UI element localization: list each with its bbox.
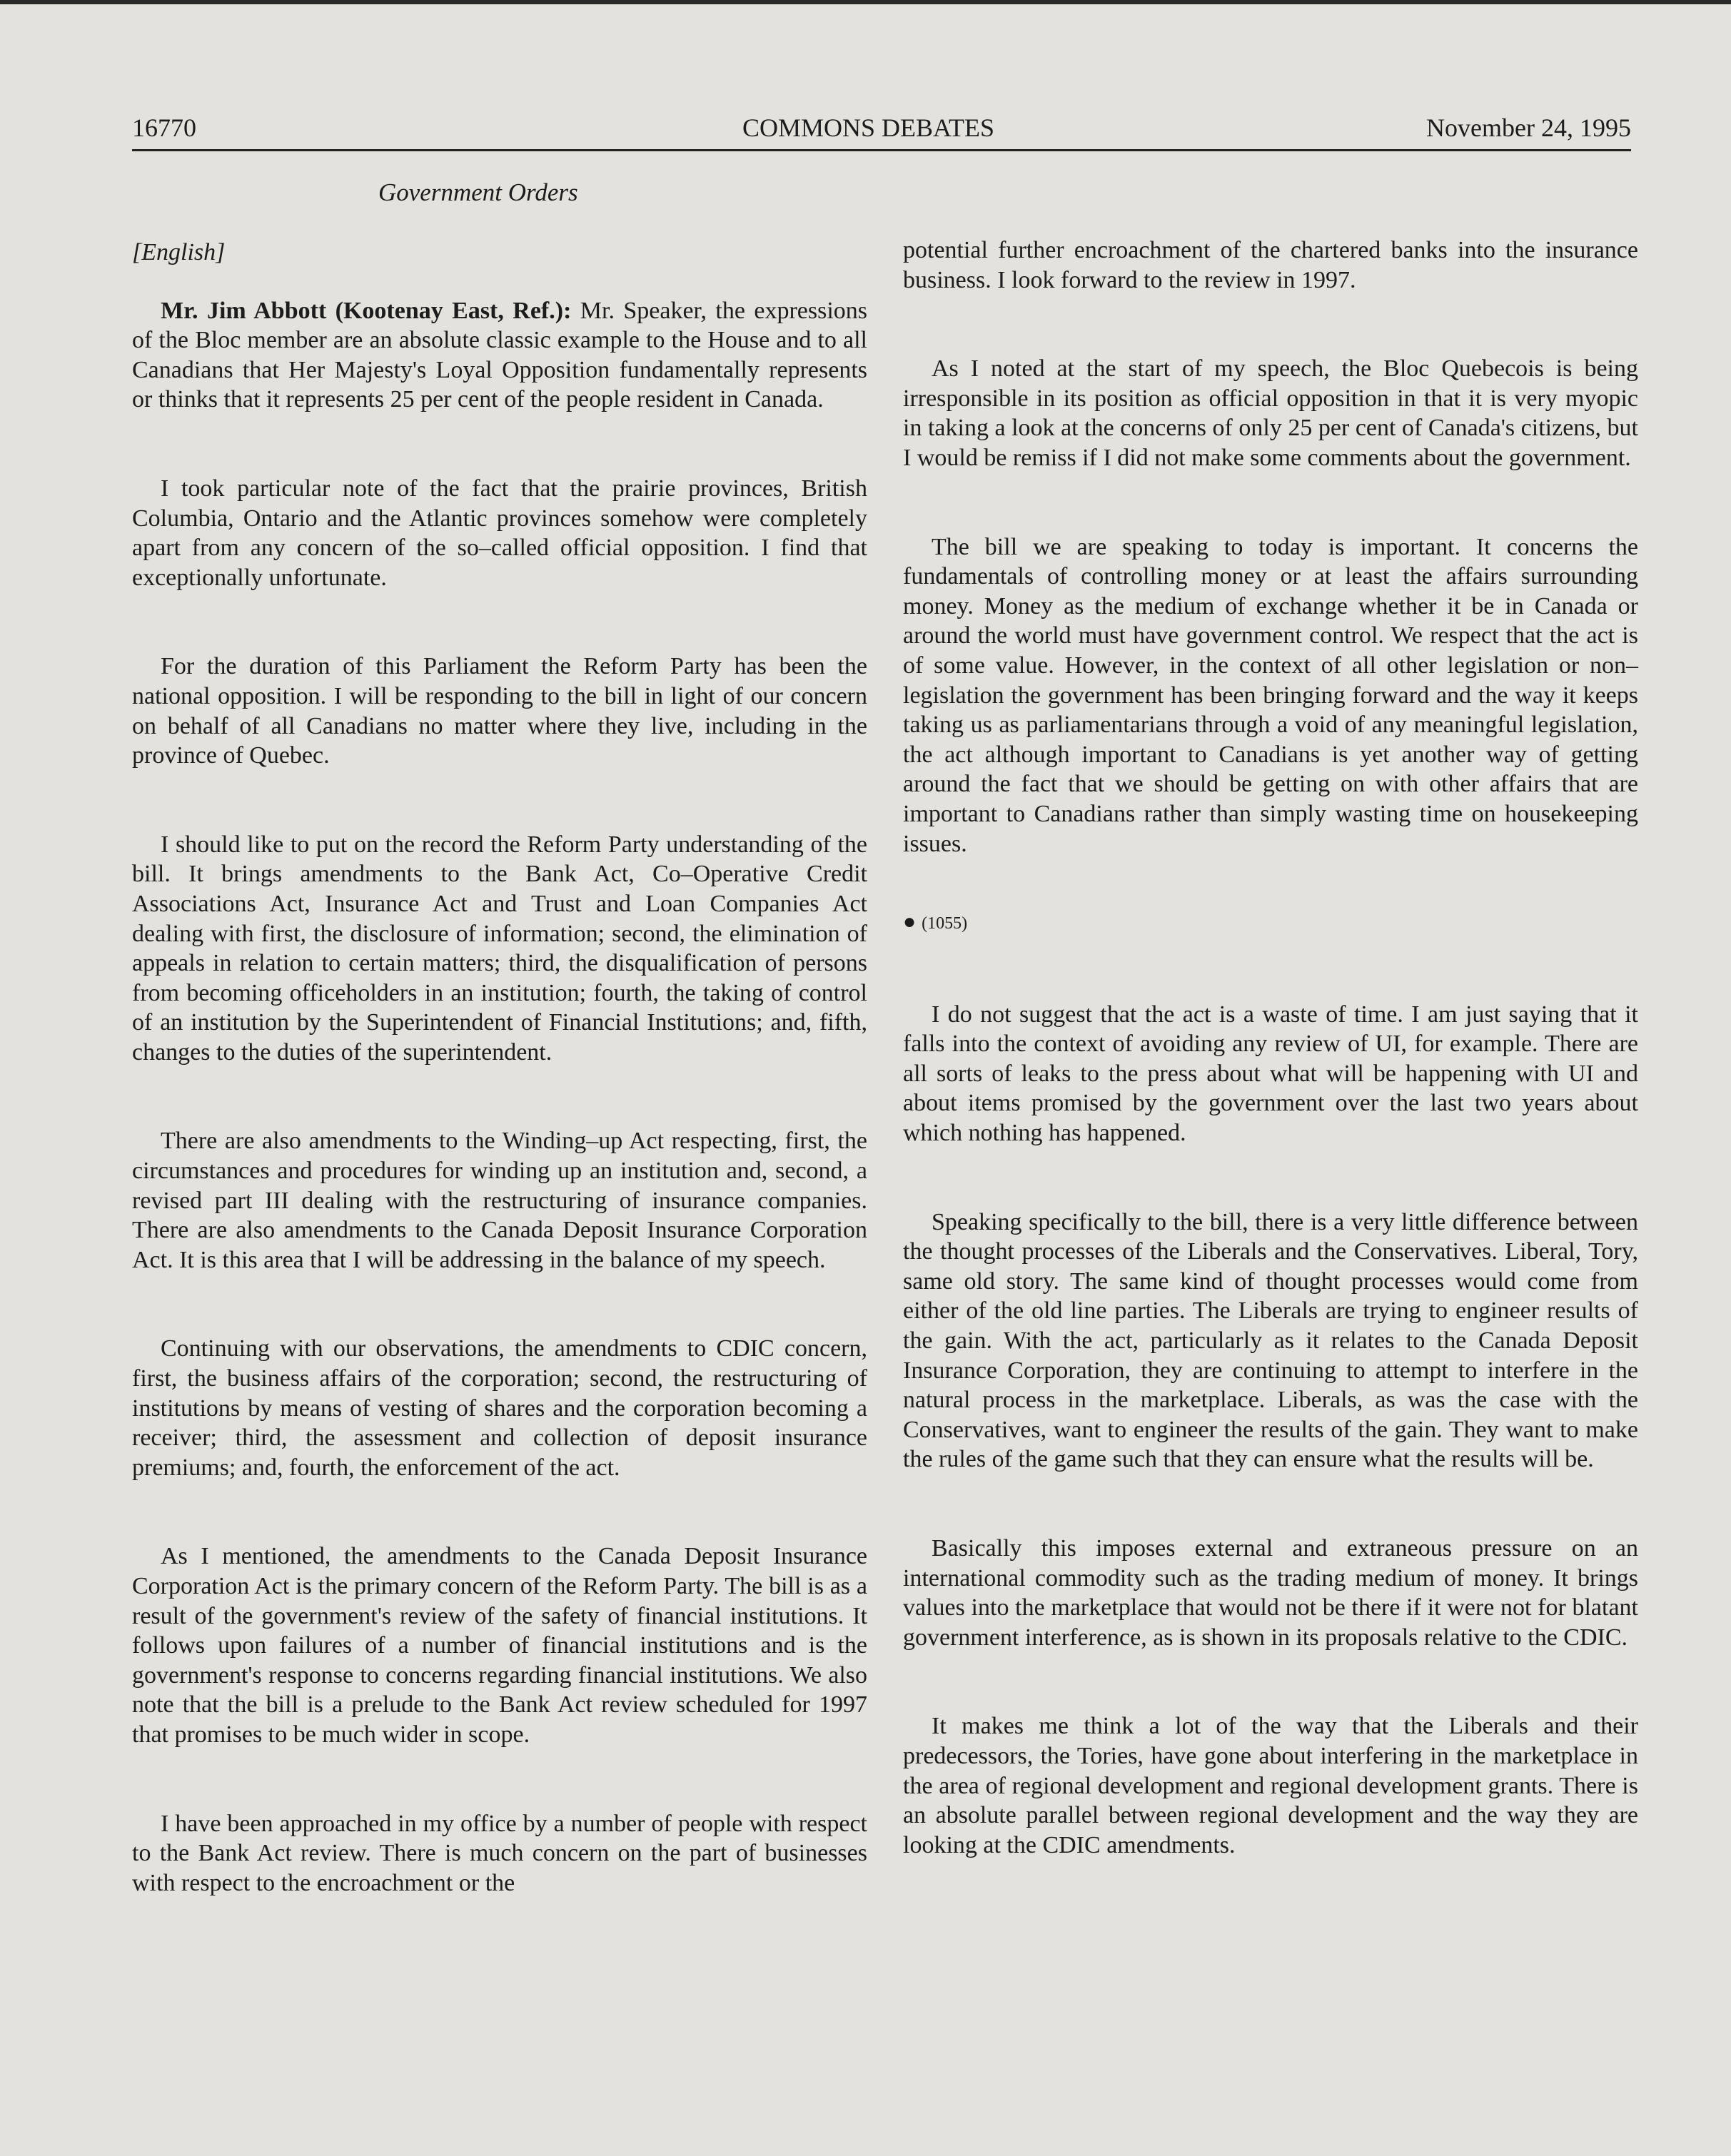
paragraph: I do not suggest that the act is a waste of time. I am just saying that it falls into the context of avoiding any review of UI, for example. There are all sorts of leaks to the press about what will be happening with UI and about items promised by the government over the last two years about which nothing has happened. bbox=[903, 1001, 1638, 1147]
paragraph: Basically this imposes external and extraneous pressure on an international commodity such as the trading medium of money. It brings values into the marketplace that would not be there if it were not for blatant government interference, as is shown in its proposals relative to the CDIC. bbox=[903, 1535, 1638, 1651]
paragraph: I have been approached in my office by a number of people with respect to the Bank Act review. There is much concern on the part of businesses with respect to the encroachment or the bbox=[132, 1810, 867, 1896]
language-tag: [English] bbox=[132, 239, 226, 265]
header-rule bbox=[132, 149, 1631, 151]
paragraph: The bill we are speaking to today is important. It concerns the fundamentals of controlling money or at least the affairs surrounding money. Money as the medium of exchange whether it be in Canada or around the world must have government control. We respect that the act is of some value. However, in the context of all other legislation or non–legislation the government has been bringing forward and the way it keeps taking us as parliamentarians through a void of any meaningful legislation, the act although important to Canadians is yet another way of getting around the fact that we should be getting on with other affairs that are important to Canadians rather than simply wasting time on housekeeping issues. bbox=[903, 533, 1638, 857]
paragraph: There are also amendments to the Winding–up Act respecting, first, the circumstances and procedures for winding up an institution and, second, a revised part III dealing with the restructuring of insurance companies. There are also amendments to the Canada Deposit Insurance Corporation Act. It is this area that I will be addressing in the balance of my speech. bbox=[132, 1128, 867, 1273]
paragraph bbox=[132, 296, 867, 415]
paragraph: It makes me think a lot of the way that the Liberals and their predecessors, the Tories, have gone about interfering in the marketplace in the area of regional development and regional development grants. There is an absolute parallel between regional development and the way they are looking at the CDIC amendments. bbox=[903, 1713, 1638, 1858]
timestamp-text: (1055) bbox=[922, 914, 968, 933]
bullet-icon: ● bbox=[903, 910, 917, 934]
paragraph: For the duration of this Parliament the Reform Party has been the national opposition. I will be responding to the bill in light of our concern on behalf of all Canadians no matter where they live, including in the province of Quebec. bbox=[132, 653, 867, 769]
paragraph: As I noted at the start of my speech, the Bloc Quebecois is being irresponsible in its position as official opposition in that it is very myopic in taking a look at the concerns of only 25 per cent of Canada's citizens, but I would be remiss if I did not make some comments about the government. bbox=[903, 355, 1638, 471]
paragraph: I took particular note of the fact that the prairie provinces, British Columbia, Ontario and the Atlantic provinces somehow were completely apart from any concern of the so–called official opposition. I find that exceptionally unfortunate. bbox=[132, 475, 867, 591]
right-column bbox=[903, 236, 1638, 1919]
page-header bbox=[132, 107, 1631, 148]
paragraph: potential further encroachment of the chartered banks into the insurance business. I look forward to the review in 1997. bbox=[903, 237, 1638, 293]
paragraph-text: Mr. Speaker, the expressions of the Bloc member are an absolute classic example to the House and to all Canadians that Her Majesty's Loyal Opposition fundamentally represents or thinks that it represents 25 per cent of the people resident in Canada. bbox=[132, 297, 867, 413]
speaker-name: Mr. Jim Abbott (Kootenay East, Ref.): bbox=[161, 297, 572, 324]
paragraph: Continuing with our observations, the amendments to CDIC concern, first, the business affairs of the corporation; second, the restructuring of institutions by means of vesting of shares and the corporation becoming a receiver; third, the assessment and collection of deposit insurance premiums; and, fourth, the enforcement of the act. bbox=[132, 1335, 867, 1481]
journal-title: COMMONS DEBATES bbox=[742, 113, 995, 142]
scan-edge bbox=[0, 0, 1731, 4]
page-number: 16770 bbox=[132, 113, 196, 142]
paragraph: I should like to put on the record the Reform Party understanding of the bill. It brings amendments to the Bank Act, Co–Operative Credit Associations Act, Insurance Act and Trust and Loan Companies Act dealing with first, the disclosure of information; second, the elimination of appeals in relation to certain matters; third, the disqualification of persons from becoming officeholders in an institution; fourth, the taking of control of an institution by the Superintendent of Financial Institutions; and, fifth, changes to the duties of the superintendent. bbox=[132, 831, 867, 1066]
paragraph: As I mentioned, the amendments to the Canada Deposit Insurance Corporation Act is the primary concern of the Reform Party. The bill is as a result of the government's review of the safety of financial institutions. It follows upon failures of a number of financial institutions and is the government's response to concerns regarding financial institutions. We also note that the bill is a prelude to the Bank Act review scheduled for 1997 that promises to be much wider in scope. bbox=[132, 1543, 867, 1748]
left-column bbox=[132, 238, 867, 1957]
paragraph: Speaking specifically to the bill, there is a very little difference between the thought processes of the Liberals and the Conservatives. Liberal, Tory, same old story. The same kind of thought processes would come from either of the old line parties. The Liberals are trying to engineer results of the gain. With the act, particularly as it relates to the Canada Deposit Insurance Corporation, they are continuing to attempt to interfere in the natural process in the marketplace. Liberals, as was the case with the Conservatives, want to engineer the results of the gain. They want to make the rules of the game such that they can ensure what the results will be. bbox=[903, 1208, 1638, 1473]
timestamp bbox=[903, 907, 1638, 939]
page-date: November 24, 1995 bbox=[1426, 113, 1631, 142]
section-heading: Government Orders bbox=[378, 178, 578, 206]
